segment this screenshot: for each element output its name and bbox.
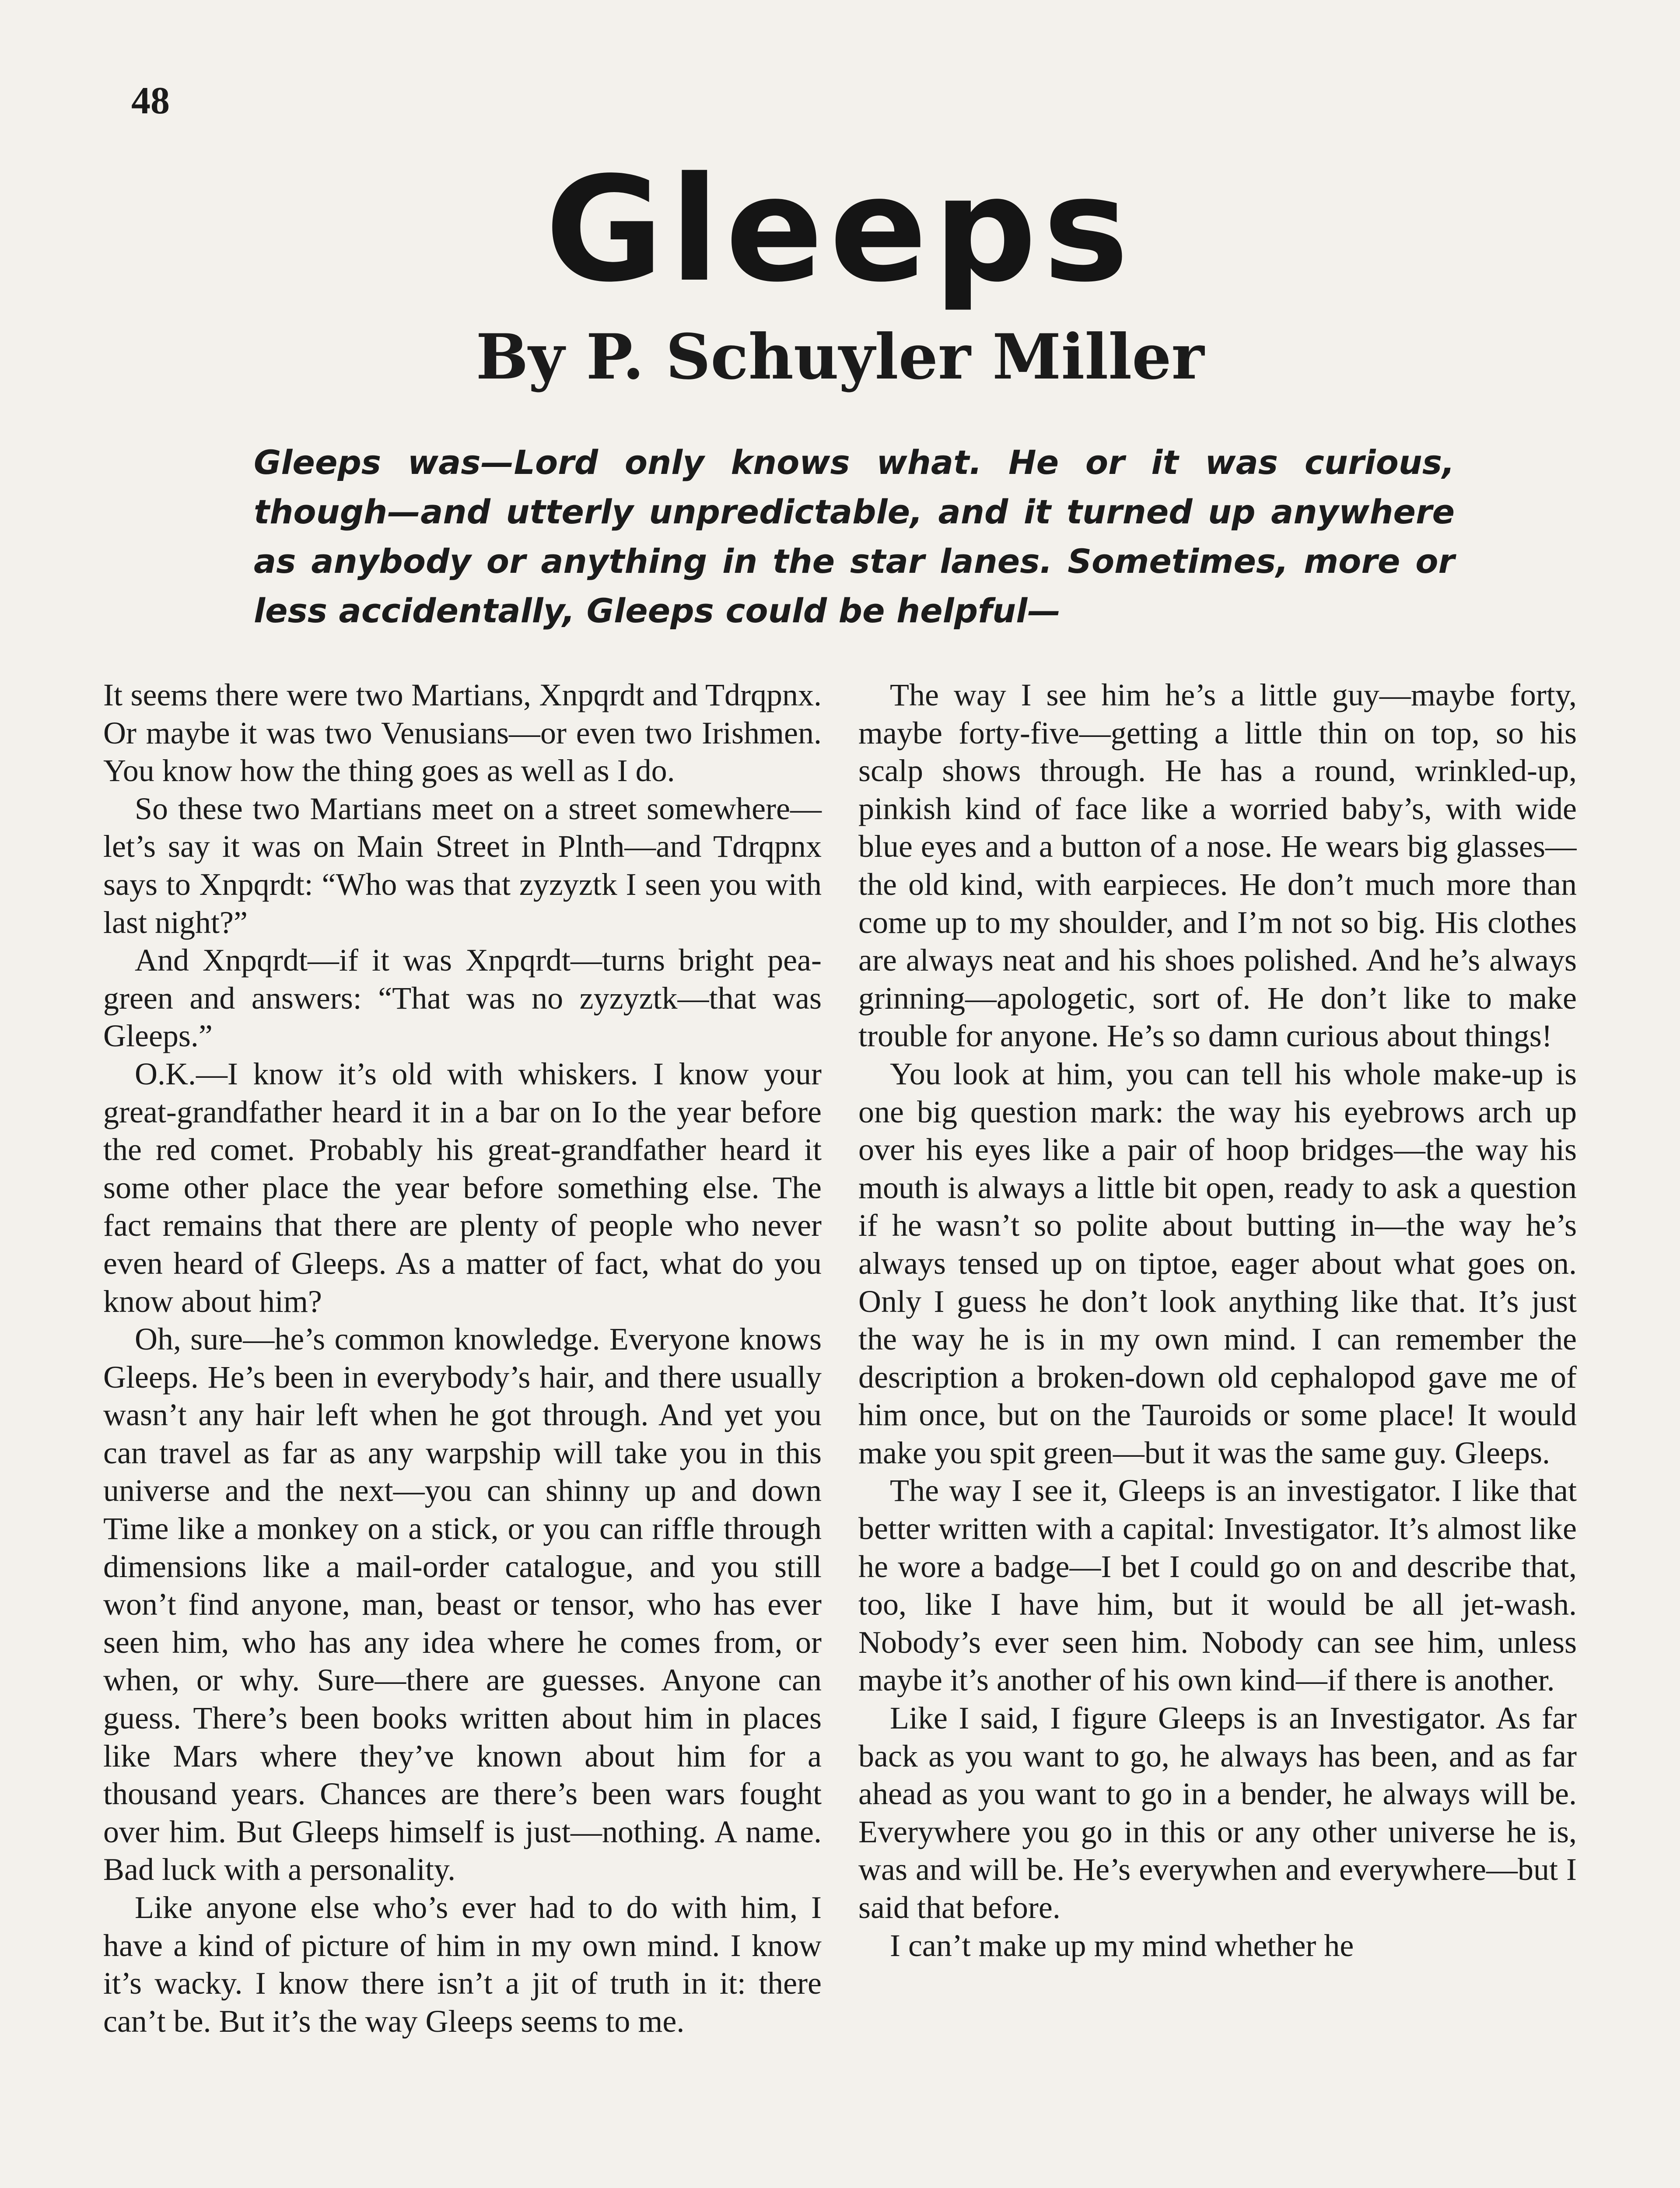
paragraph: Oh, sure—he’s common knowledge. Everyone knows Gleeps. He’s been in everybody’s hair, and there usually wasn’t any hair left when he got through. And yet you can travel as far as any warpship will take you in this universe and the next—you can shinny up and down Time like a monkey on a stick, or you can riffle through dimensions like a mail-order catalogue, and you still won’t find anyone, man, beast or tensor, who has ever seen him, who has any idea where he comes from, or when, or why. Sure—there are guesses. Anyone can guess. There’s been books written about him in places like Mars where they’ve known about him for a thousand years. Chances are there’s been wars fought over him. But Gleeps himself is just—nothing. A name. Bad luck with a personality. xyxy=(103,1322,822,1887)
paragraph: You look at him, you can tell his whole make-up is one big question mark: the way his eyebrows arch up over his eyes like a pair of hoop bridges—the way his mouth is always a little bit open, ready to ask a question if he wasn’t so polite about butting in—the way he’s always tensed up on tiptoe, eager about what goes on. Only I guess he don’t look anything like that. It’s just the way he is in my own mind. I can remember the description a broken-down old cephalopod gave me of him once, but on the Tauroids or some place! It would make you spit green—but it was the same guy. Gleeps. xyxy=(858,1056,1577,1470)
paragraph: O.K.—I know it’s old with whiskers. I know your great-grandfather heard it in a bar on Io the year before the red comet. Probably his great-grandfather heard it some other place the year before something else. The fact remains that there are plenty of people who never even heard of Gleeps. As a matter of fact, what do you know about him? xyxy=(103,1056,822,1319)
paragraph: The way I see it, Gleeps is an investigator. I like that better written with a capital: Investigator. It’s almost like he wore a badge—I bet I could go on and describe that, too, like I have him, but it would be all jet-wash. Nobody’s ever seen him. Nobody can see him, unless maybe it’s another of his own kind—if there is another. xyxy=(858,1473,1577,1698)
page-number: 48 xyxy=(131,80,170,122)
paragraph: So these two Martians meet on a street somewhere—let’s say it was on Main Street in Plnth—and Tdrqpnx says to Xnpqrdt: “Who was that zyzyztk I seen you with last night?” xyxy=(103,791,822,940)
paragraph: I can’t make up my mind whether he xyxy=(890,1928,1354,1963)
paragraph: The way I see him he’s a little guy—maybe forty, maybe forty-five—getting a little thin on top, so his scalp shows through. He has a round, wrinkled-up, pinkish kind of face like a worried baby’s, with wide blue eyes and a button of a nose. He wears big glasses—the old kind, with earpieces. He don’t much more than come up to my shoulder, and I’m not so big. His clothes are always neat and his shoes polished. And he’s always grinning—apologetic, sort of. He don’t like to make trouble for anyone. He’s so damn curious about things! xyxy=(858,677,1577,1054)
right-column xyxy=(858,676,1577,2188)
story-title: Gleeps xyxy=(545,146,1135,314)
left-column xyxy=(103,676,822,2188)
paragraph: And Xnpqrdt—if it was Xnpqrdt—turns bright pea-green and answers: “That was no zyzyztk—that was Gleeps.” xyxy=(103,943,822,1054)
paragraph: Like I said, I figure Gleeps is an Investigator. As far back as you want to go, he always has been, and as far ahead as you want to go in a bender, he always will be. Everywhere you go in this or any other universe he is, was and will be. He’s everywhen and everywhere—but I said that before. xyxy=(858,1701,1577,1925)
paragraph: Like anyone else who’s ever had to do with him, I have a kind of picture of him in my own mind. I know it’s wacky. I know there isn’t a jit of truth in it: there can’t be. But it’s the way Gleeps seems to me. xyxy=(103,1890,822,2039)
story-columns xyxy=(103,676,1577,2188)
paragraph: It seems there were two Martians, Xnpqrdt and Tdrqpnx. Or maybe it was two Venusians—or even two Irishmen. You know how the thing goes as well as I do. xyxy=(103,677,822,789)
story-blurb: Gleeps was—Lord only knows what. He or it was curious, though—and utterly unpredictable, and it turned up anywhere as anybody or anything in the star lanes. Sometimes, more or less accidentally, Gleeps could be helpful— xyxy=(254,443,1455,630)
byline: By P. Schuyler Miller xyxy=(476,321,1204,393)
